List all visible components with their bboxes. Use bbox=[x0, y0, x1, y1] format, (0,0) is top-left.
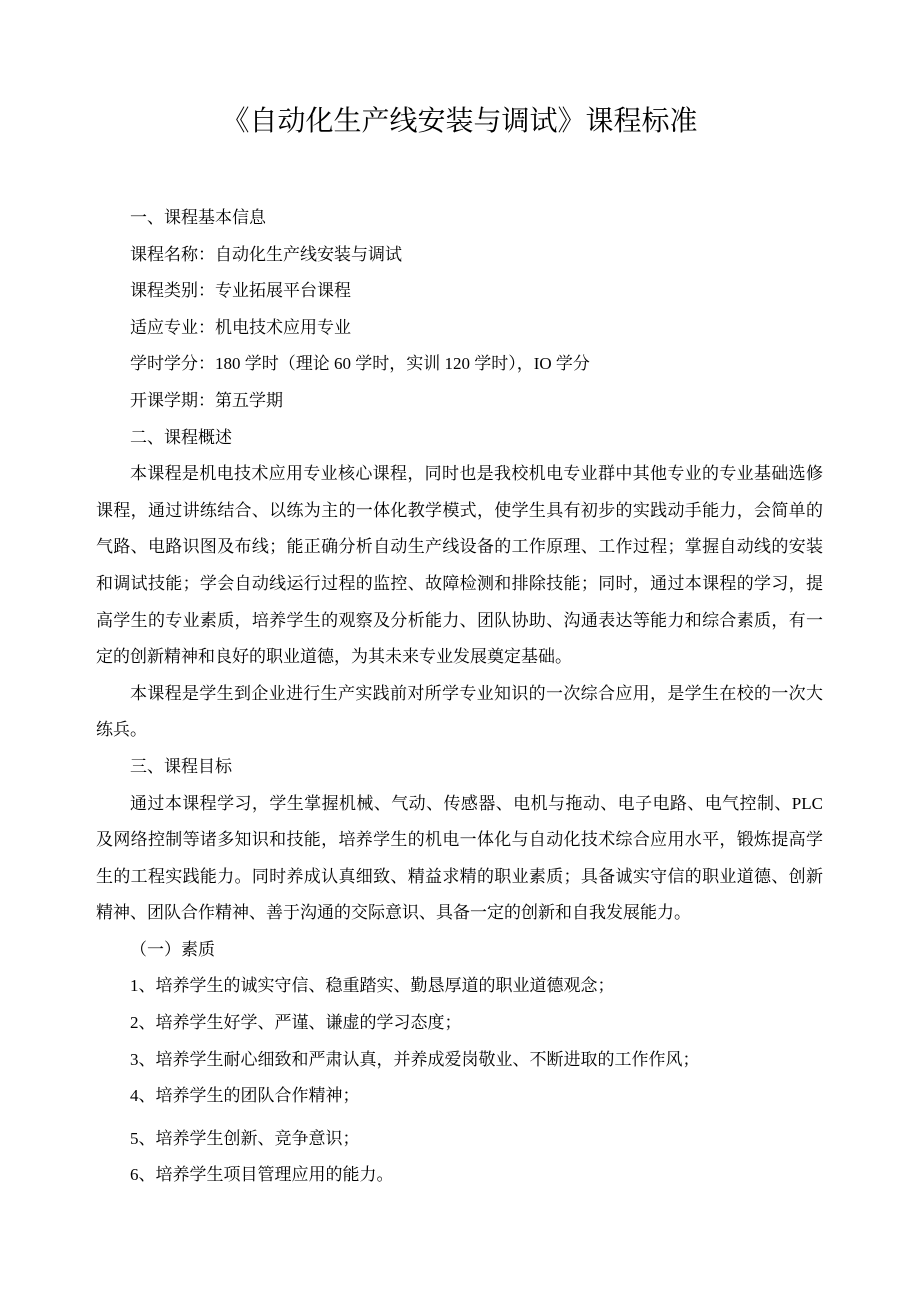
overview-paragraph-2: 本课程是学生到企业进行生产实践前对所学专业知识的一次综合应用，是学生在校的一次大练兵。 bbox=[96, 683, 823, 740]
info-line-course-category: 课程类别：专业拓展平台课程 bbox=[130, 281, 351, 301]
section-heading-basic-info: 一、课程基本信息 bbox=[130, 208, 266, 227]
subsection-heading-quality: （一）素质 bbox=[130, 939, 215, 959]
document-title: 《自动化生产线安装与调试》课程标准 bbox=[221, 106, 698, 137]
info-line-semester: 开课学期：第五学期 bbox=[130, 390, 283, 410]
quality-item-5: 5、培养学生创新、竞争意识； bbox=[130, 1128, 360, 1148]
quality-item-1: 1、培养学生的诚实守信、稳重踏实、勤恳厚道的职业道德观念； bbox=[130, 976, 615, 996]
quality-item-3: 3、培养学生耐心细致和严肃认真，并养成爱岗敬业、不断进取的工作作风； bbox=[130, 1049, 700, 1069]
goals-paragraph: 通过本课程学习，学生掌握机械、气动、传感器、电机与拖动、电子电路、电气控制、PLC及网络控制等诸多知识和技能，培养学生的机电一体化与自动化技术综合应用水平，锻炼提高学生的工程实践能力。同时养成认真细致、精益求精的职业素质；具备诚实守信的职业道德、创新精神、团队合作精神、善于沟通的交际意识、具备一定的创新和自我发展能力。 bbox=[96, 793, 823, 923]
document-body bbox=[96, 200, 823, 1194]
quality-item-6: 6、培养学生项目管理应用的能力。 bbox=[130, 1165, 394, 1185]
info-line-target-major: 适应专业：机电技术应用专业 bbox=[130, 317, 351, 337]
info-line-hours-credits: 学时学分：180 学时（理论 60 学时，实训 120 学时），IO 学分 bbox=[130, 354, 590, 374]
overview-paragraph-1: 本课程是机电技术应用专业核心课程，同时也是我校机电专业群中其他专业的专业基础选修课程，通过讲练结合、以练为主的一体化教学模式，使学生具有初步的实践动手能力，会简单的气路、电路识图及布线；能正确分析自动生产线设备的工作原理、工作过程；掌握自动线的安装和调试技能；学会自动线运行过程的监控、故障检测和排除技能；同时，通过本课程的学习，提高学生的专业素质，培养学生的观察及分析能力、团队协助、沟通表达等能力和综合素质，有一定的创新精神和良好的职业道德，为其未来专业发展奠定基础。 bbox=[96, 464, 823, 667]
section-heading-overview: 二、课程概述 bbox=[130, 427, 232, 447]
info-line-course-name: 课程名称：自动化生产线安装与调试 bbox=[130, 244, 402, 264]
section-heading-goals: 三、课程目标 bbox=[130, 756, 232, 776]
quality-item-2: 2、培养学生好学、严谨、谦虚的学习态度； bbox=[130, 1013, 462, 1033]
quality-item-4: 4、培养学生的团队合作精神； bbox=[130, 1086, 360, 1106]
